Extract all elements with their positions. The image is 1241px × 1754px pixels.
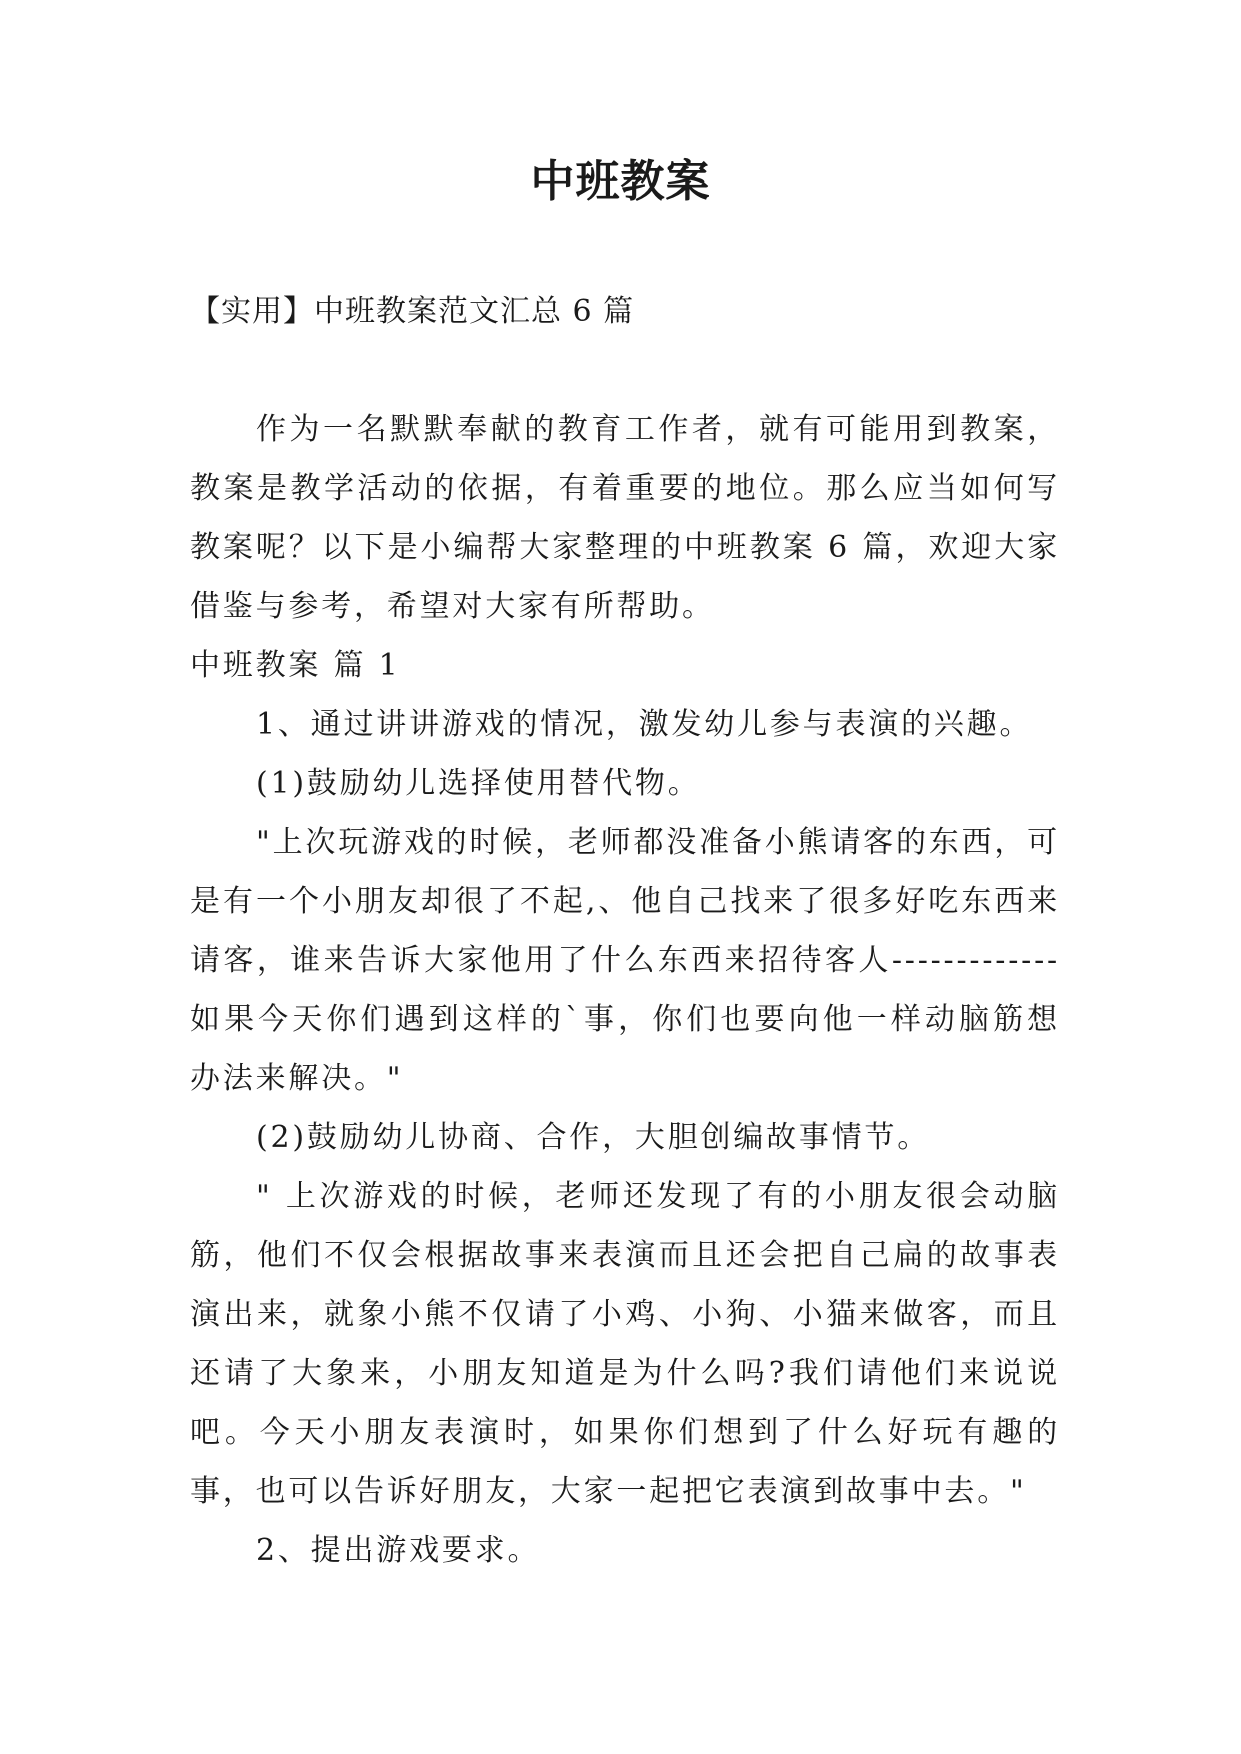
paragraph-quote-1: "上次玩游戏的时候，老师都没准备小熊请客的东西，可是有一个小朋友却很了不起,、他自己找来了很多好吃东西来请客，谁来告诉大家他用了什么东西来招待客人-------------如果今天你们遇到这样的`事，你们也要向他一样动脑筋想办法来解决。" xyxy=(190,825,1060,1096)
section-heading: 中班教案 篇 1 xyxy=(190,648,401,683)
paragraph-substitute: (1)鼓励幼儿选择使用替代物。 xyxy=(256,766,701,801)
page-title: 中班教案 xyxy=(530,156,711,207)
paragraph-goal-1: 1、通过讲讲游戏的情况，激发幼儿参与表演的兴趣。 xyxy=(256,707,1033,742)
intro-paragraph: 作为一名默默奉献的教育工作者，就有可能用到教案，教案是教学活动的依据，有着重要的地位。那么应当如何写教案呢？以下是小编帮大家整理的中班教案 6 篇，欢迎大家借鉴与参考，希望对大家有所帮助。 xyxy=(190,412,1060,624)
document-subtitle: 【实用】中班教案范文汇总 6 篇 xyxy=(190,294,635,329)
paragraph-cooperate: (2)鼓励幼儿协商、合作，大胆创编故事情节。 xyxy=(256,1120,931,1155)
document-body xyxy=(190,400,1060,1580)
paragraph-quote-2: " 上次游戏的时候，老师还发现了有的小朋友很会动脑筋，他们不仅会根据故事来表演而且还会把自己扁的故事表演出来，就象小熊不仅请了小鸡、小狗、小猫来做客，而且还请了大象来，小朋友知道是为什么吗?我们请他们来说说吧。今天小朋友表演时，如果你们想到了什么好玩有趣的事，也可以告诉好朋友，大家一起把它表演到故事中去。" xyxy=(190,1179,1060,1509)
paragraph-goal-2: 2、提出游戏要求。 xyxy=(256,1533,541,1568)
